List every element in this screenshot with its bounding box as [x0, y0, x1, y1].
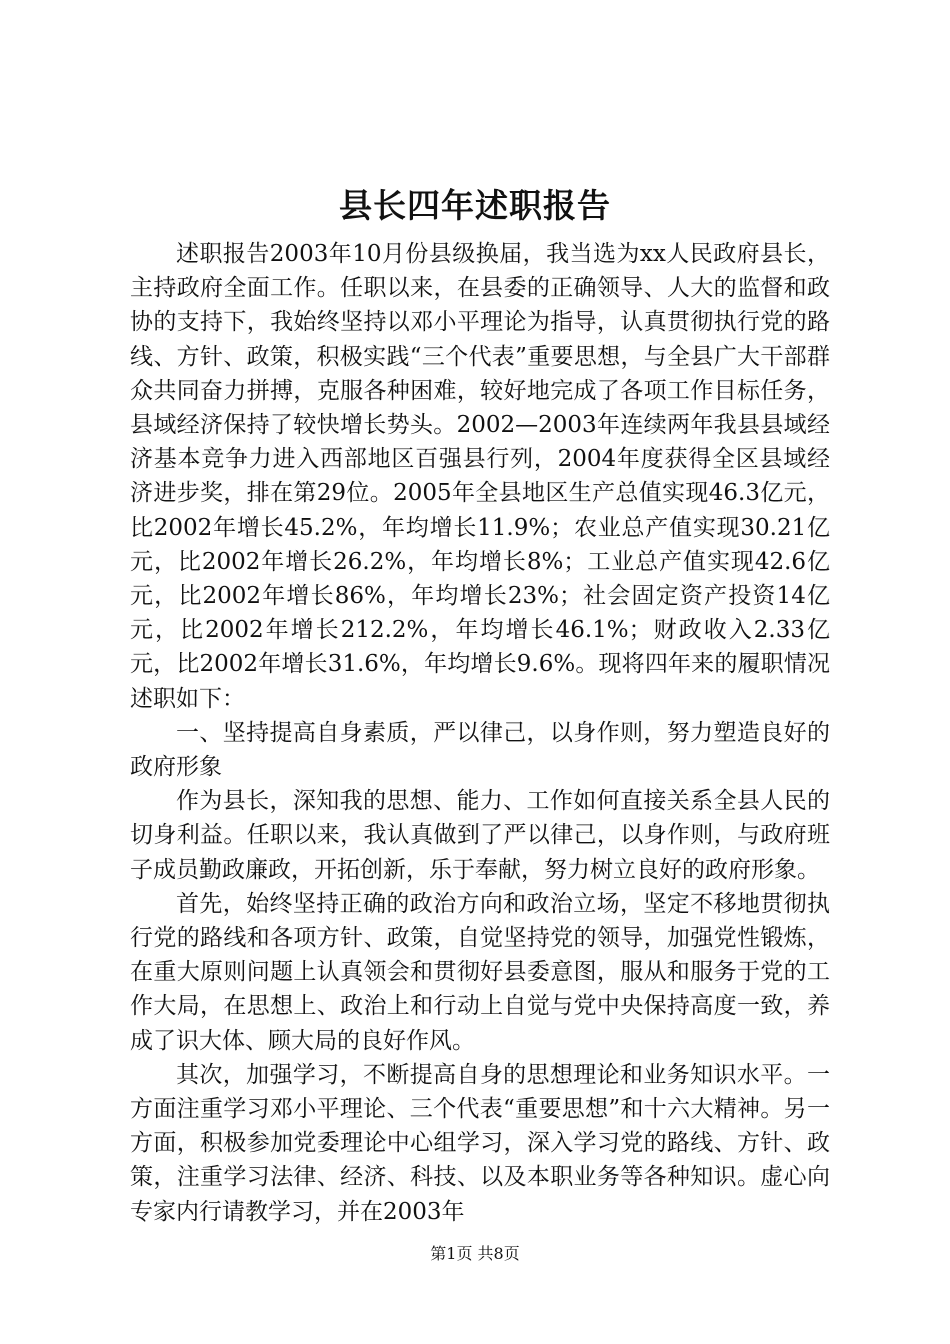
document-title: 县长四年述职报告 [339, 186, 611, 225]
document-body [130, 237, 830, 1229]
paragraph-first: 首先，始终坚持正确的政治方向和政治立场，坚定不移地贯彻执行党的路线和各项方针、政策，自觉坚持党的领导，加强党性锻炼，在重大原则问题上认真领会和贯彻好县委意图，服从和服务于党的工作大局，在思想上、政治上和行动上自觉与党中央保持高度一致，养成了识大体、顾大局的良好作风。 [130, 890, 830, 1054]
paragraph-role: 作为县长，深知我的思想、能力、工作如何直接关系全县人民的切身利益。任职以来，我认真做到了严以律己，以身作则，与政府班子成员勤政廉政，开拓创新，乐于奉献，努力树立良好的政府形象。 [130, 788, 830, 883]
paragraph-intro: 述职报告2003年10月份县级换届，我当选为xx人民政府县长，主持政府全面工作。任职以来，在县委的正确领导、人大的监督和政协的支持下，我始终坚持以邓小平理论为指导，认真贯彻执行党的路线、方针、政策，积极实践“三个代表”重要思想，与全县广大干部群众共同奋力拼搏，克服各种困难，较好地完成了各项工作目标任务，县域经济保持了较快增长势头。2002—2003年连续两年我县县域经济基本竞争力进入西部地区百强县行列，2004年度获得全区县域经济进步奖，排在第29位。2005年全县地区生产总值实现46.3亿元，比2002年增长45.2%，年均增长11.9%；农业总产值实现30.21亿元，比2002年增长26.2%，年均增长8%；工业总产值实现42.6亿元，比2002年增长86%，年均增长23%；社会固定资产投资14亿元，比2002年增长212.2%，年均增长46.1%；财政收入2.33亿元，比2002年增长31.6%，年均增长9.6%。现将四年来的履职情况述职如下： [130, 241, 830, 712]
paragraph-second: 其次，加强学习，不断提高自身的思想理论和业务知识水平。一方面注重学习邓小平理论、三个代表“重要思想”和十六大精神。另一方面，积极参加党委理论中心组学习，深入学习党的路线、方针、政策，注重学习法律、经济、科技、以及本职业务等各种知识。虚心向专家内行请教学习，并在2003年 [130, 1061, 830, 1225]
paragraph-section-heading-1: 一、坚持提高自身素质，严以律己，以身作则，努力塑造良好的政府形象 [130, 719, 830, 781]
page-footer: 第1页 共8页 [430, 1244, 520, 1263]
